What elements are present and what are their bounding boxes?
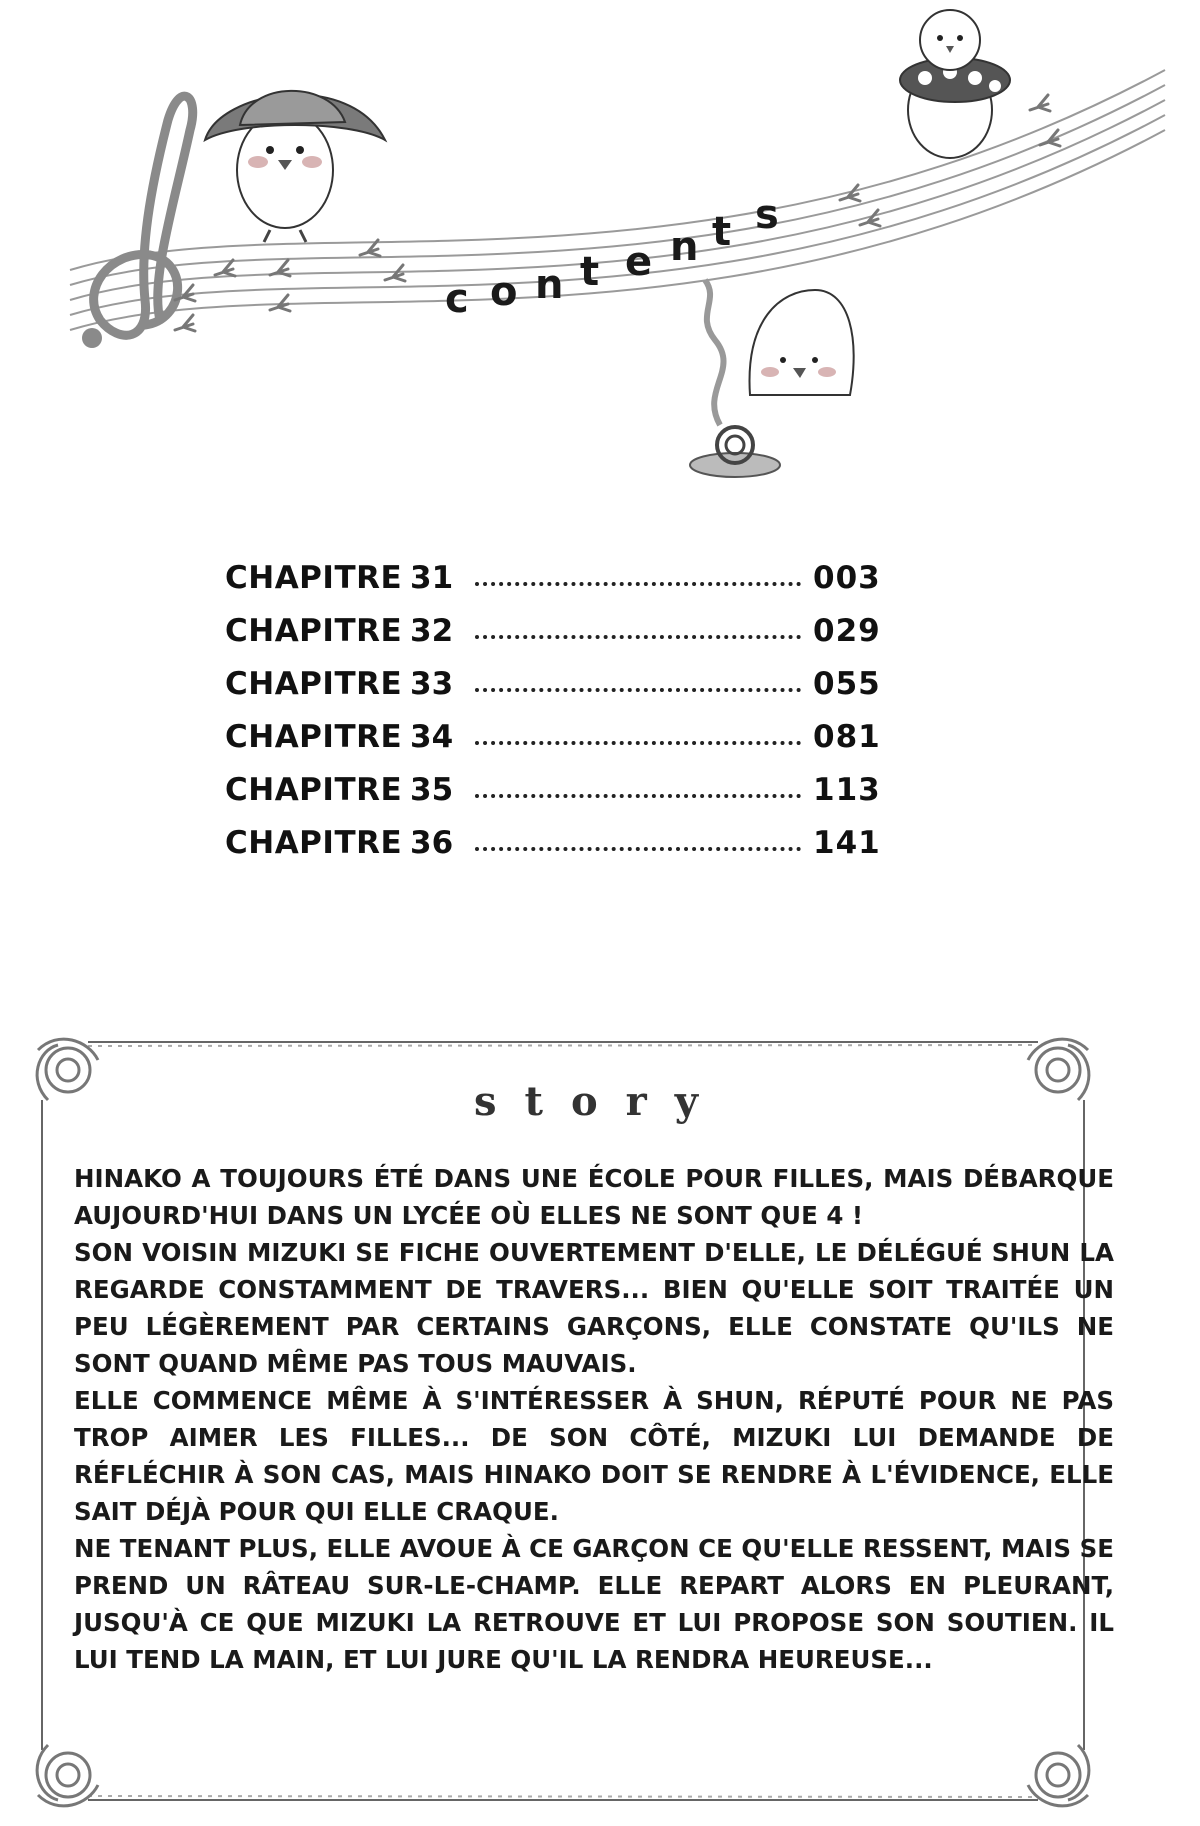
dot-leader [475, 786, 801, 798]
toc-entry[interactable] [225, 772, 881, 825]
contents-letter: o [490, 269, 518, 315]
contents-letter: t [580, 249, 600, 295]
corner-ornament-icon [37, 1745, 98, 1806]
page-number: 081 [813, 719, 881, 755]
dot-leader [475, 839, 801, 851]
toc-entry[interactable] [225, 560, 881, 613]
contents-letter: c [445, 276, 469, 322]
chapter-number: 31 [410, 560, 454, 596]
chick-with-hat-illustration [205, 91, 385, 242]
chapter-label: CHAPITRE [225, 666, 403, 702]
dot-leader [475, 733, 801, 745]
contents-letter: s [755, 192, 779, 238]
chapter-label: CHAPITRE [225, 825, 403, 861]
chick-with-spotted-hat-illustration [900, 10, 1010, 158]
corner-ornament-icon [1028, 1745, 1089, 1806]
story-paragraph: NE TENANT PLUS, ELLE AVOUE À CE GARÇON CE QU'ELLE RESSENT, MAIS SE PREND UN RÂTEAU SUR-LE-CHAMP. ELLE REPART ALORS EN PLEURANT, JUSQU'À CE QUE MIZUKI LA RETROUVE ET LUI PROPOSE SON SOUTIEN. IL LUI TEND LA MAIN, ET LUI JURE QU'IL LA RENDRA HEUREUSE... [74, 1534, 1114, 1674]
story-title: story [474, 1078, 726, 1125]
chapter-label: CHAPITRE [225, 613, 403, 649]
page-number: 029 [813, 613, 881, 649]
contents-letter: e [625, 239, 653, 285]
chapter-label: CHAPITRE [225, 719, 403, 755]
story-paragraph: SON VOISIN MIZUKI SE FICHE OUVERTEMENT D'ELLE, LE DÉLÉGUÉ SHUN LA REGARDE CONSTAMMENT DE TRAVERS... BIEN QU'ELLE SOIT TRAITÉE UN PEU LÉGÈREMENT PAR CERTAINS GARÇONS, ELLE CONSTATE QU'ILS NE SONT QUAND MÊME PAS TOUS MAUVAIS. [74, 1238, 1114, 1378]
chapter-label: CHAPITRE [225, 772, 403, 808]
contents-header-illustration [0, 0, 1200, 520]
chapter-number: 36 [410, 825, 454, 861]
dot-leader [475, 574, 801, 586]
toc-entry[interactable] [225, 719, 881, 772]
contents-letter: t [712, 209, 732, 255]
story-paragraph: ELLE COMMENCE MÊME À S'INTÉRESSER À SHUN, RÉPUTÉ POUR NE PAS TROP AIMER LES FILLES... DE SON CÔTÉ, MIZUKI LUI DEMANDE DE RÉFLÉCHIR À SON CAS, MAIS HINAKO DOIT SE RENDRE À L'ÉVIDENCE, ELLE SAIT DÉJÀ POUR QUI ELLE CRAQUE. [74, 1386, 1114, 1526]
page-number: 055 [813, 666, 881, 702]
page-number: 141 [813, 825, 881, 861]
chapter-number: 34 [410, 719, 454, 755]
table-of-contents [225, 560, 881, 878]
toc-entry[interactable] [225, 666, 881, 719]
chapter-number: 33 [410, 666, 454, 702]
story-paragraph: HINAKO A TOUJOURS ÉTÉ DANS UNE ÉCOLE POUR FILLES, MAIS DÉBARQUE AUJOURD'HUI DANS UN LYCÉE OÙ ELLES NE SONT QUE 4 ! [74, 1164, 1114, 1230]
toc-entry[interactable] [225, 825, 881, 878]
page-number: 003 [813, 560, 881, 596]
contents-letter: n [670, 224, 699, 270]
dot-leader [475, 627, 801, 639]
chapter-number: 32 [410, 613, 454, 649]
story-body [74, 1160, 1114, 1678]
chick-with-coil-illustration [690, 280, 854, 477]
contents-title [445, 192, 779, 322]
dot-leader [475, 680, 801, 692]
page-number: 113 [813, 772, 881, 808]
chapter-number: 35 [410, 772, 454, 808]
chapter-label: CHAPITRE [225, 560, 403, 596]
contents-letter: n [535, 262, 564, 308]
toc-entry[interactable] [225, 613, 881, 666]
